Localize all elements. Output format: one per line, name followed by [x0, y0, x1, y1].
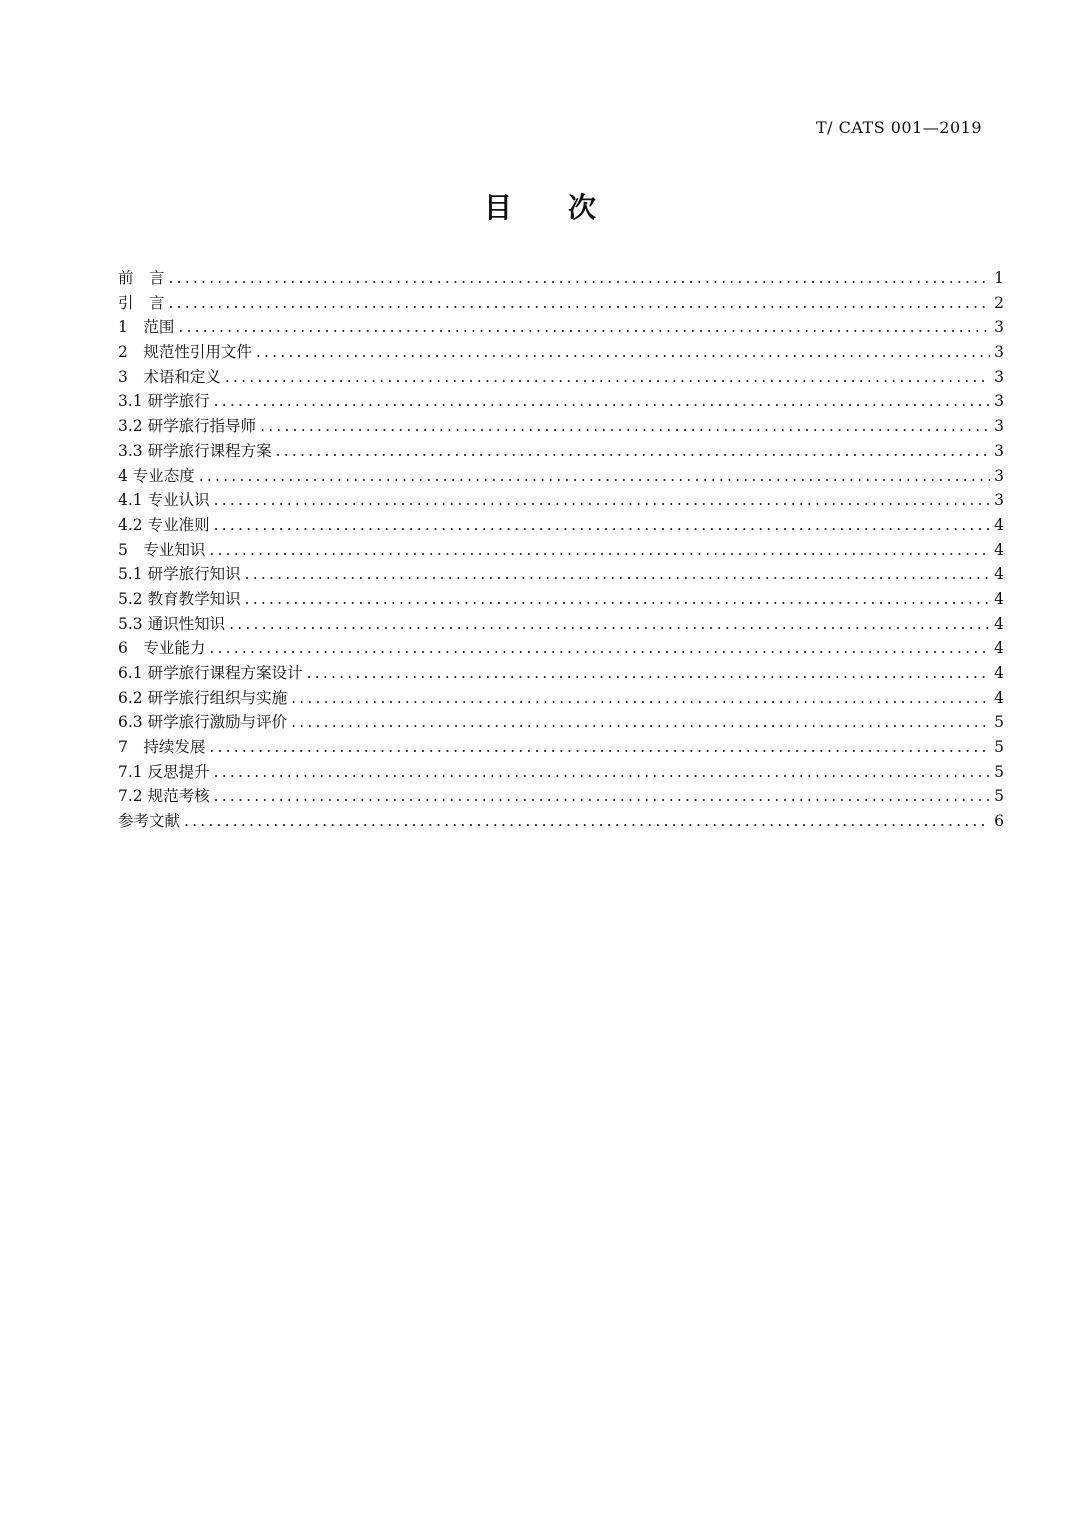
- toc-entry[interactable]: [118, 686, 1004, 711]
- toc-entry[interactable]: [118, 414, 1004, 439]
- toc-entry-label: 4.1 专业认识: [118, 491, 210, 510]
- toc-leader-dots: [184, 809, 990, 834]
- toc-entry-label: 3.2 研学旅行指导师: [118, 417, 257, 436]
- toc-leader-dots: [169, 291, 990, 316]
- toc-entry-label: 3.3 研学旅行课程方案: [118, 441, 272, 460]
- toc-entry-page: 4: [994, 540, 1004, 559]
- toc-entry-label: 1 范围: [118, 318, 175, 337]
- toc-entry[interactable]: [118, 439, 1004, 464]
- toc-entry-page: 5: [994, 738, 1004, 757]
- toc-entry-page: 3: [994, 343, 1004, 362]
- toc-entry-page: 4: [994, 515, 1004, 534]
- toc-entry-label: 3.1 研学旅行: [118, 392, 210, 411]
- toc-entry-label: 5.2 教育教学知识: [118, 589, 241, 608]
- toc-entry[interactable]: [118, 612, 1004, 637]
- toc-entry-page: 3: [994, 318, 1004, 337]
- table-of-contents: [118, 266, 1004, 834]
- toc-entry-page: 4: [994, 664, 1004, 682]
- toc-entry-label: 6 专业能力: [118, 639, 206, 658]
- toc-entry[interactable]: [118, 266, 1004, 291]
- toc-entry[interactable]: [118, 735, 1004, 760]
- toc-leader-dots: [229, 612, 990, 637]
- toc-leader-dots: [214, 784, 990, 809]
- toc-entry-page: 1: [994, 269, 1004, 287]
- toc-entry-label: 5.3 通识性知识: [118, 614, 226, 633]
- toc-leader-dots: [260, 414, 990, 439]
- toc-entry[interactable]: [118, 513, 1004, 538]
- toc-entry-label: 7 持续发展: [118, 738, 206, 757]
- toc-leader-dots: [307, 661, 990, 686]
- toc-leader-dots: [214, 760, 990, 785]
- toc-entry-page: 3: [994, 441, 1004, 460]
- toc-entry-label: 3 术语和定义: [118, 367, 221, 386]
- toc-entry[interactable]: [118, 389, 1004, 414]
- toc-entry-page: 4: [994, 589, 1004, 608]
- toc-entry-label: 5 专业知识: [118, 540, 206, 559]
- toc-entry[interactable]: [118, 562, 1004, 587]
- toc-entry-page: 4: [994, 565, 1004, 584]
- toc-leader-dots: [291, 710, 990, 735]
- toc-leader-dots: [214, 513, 990, 538]
- toc-entry-page: 4: [994, 688, 1004, 707]
- toc-entry-label: 前 言: [118, 269, 165, 287]
- toc-entry-label: 6.2 研学旅行组织与实施: [118, 688, 288, 707]
- toc-entry-label: 4 专业态度: [118, 466, 195, 485]
- toc-entry[interactable]: [118, 760, 1004, 785]
- toc-entry[interactable]: [118, 784, 1004, 809]
- toc-entry[interactable]: [118, 291, 1004, 316]
- toc-entry-page: 3: [994, 367, 1004, 386]
- toc-entry-label: 7.1 反思提升: [118, 762, 210, 781]
- toc-leader-dots: [209, 636, 990, 661]
- toc-leader-dots: [169, 266, 990, 291]
- toc-entry-label: 引 言: [118, 293, 165, 312]
- toc-entry-page: 5: [994, 787, 1004, 806]
- toc-entry-label: 6.3 研学旅行激励与评价: [118, 713, 288, 732]
- toc-leader-dots: [245, 562, 990, 587]
- toc-entry-page: 2: [994, 293, 1004, 312]
- toc-leader-dots: [225, 365, 990, 390]
- toc-leader-dots: [256, 340, 990, 365]
- toc-leader-dots: [291, 686, 990, 711]
- toc-entry[interactable]: [118, 587, 1004, 612]
- toc-entry[interactable]: [118, 636, 1004, 661]
- toc-entry[interactable]: [118, 661, 1004, 686]
- toc-entry-page: 3: [994, 491, 1004, 510]
- toc-leader-dots: [245, 587, 990, 612]
- toc-entry[interactable]: [118, 365, 1004, 390]
- toc-entry[interactable]: [118, 340, 1004, 365]
- toc-leader-dots: [199, 464, 990, 489]
- toc-leader-dots: [214, 488, 990, 513]
- toc-entry[interactable]: [118, 710, 1004, 735]
- toc-entry[interactable]: [118, 538, 1004, 563]
- toc-entry-page: 5: [994, 713, 1004, 732]
- toc-entry-label: 5.1 研学旅行知识: [118, 565, 241, 584]
- toc-entry-label: 6.1 研学旅行课程方案设计: [118, 664, 303, 682]
- toc-leader-dots: [209, 735, 990, 760]
- toc-entry-page: 6: [994, 812, 1004, 831]
- toc-entry-page: 3: [994, 466, 1004, 485]
- toc-entry-page: 5: [994, 762, 1004, 781]
- toc-entry-label: 7.2 规范考核: [118, 787, 210, 806]
- toc-entry[interactable]: [118, 488, 1004, 513]
- toc-entry-label: 4.2 专业准则: [118, 515, 210, 534]
- toc-entry-page: 4: [994, 614, 1004, 633]
- toc-leader-dots: [214, 389, 990, 414]
- toc-entry-label: 2 规范性引用文件: [118, 343, 252, 362]
- toc-entry[interactable]: [118, 464, 1004, 489]
- document-code: T/ CATS 001—2019: [815, 118, 982, 137]
- toc-entry-page: 4: [994, 639, 1004, 658]
- toc-entry-page: 3: [994, 392, 1004, 411]
- toc-leader-dots: [178, 315, 990, 340]
- toc-entry-page: 3: [994, 417, 1004, 436]
- toc-entry[interactable]: [118, 809, 1004, 834]
- toc-title: 目次: [483, 191, 652, 224]
- toc-entry[interactable]: [118, 315, 1004, 340]
- toc-leader-dots: [276, 439, 990, 464]
- toc-entry-label: 参考文献: [118, 812, 181, 831]
- toc-leader-dots: [209, 538, 990, 563]
